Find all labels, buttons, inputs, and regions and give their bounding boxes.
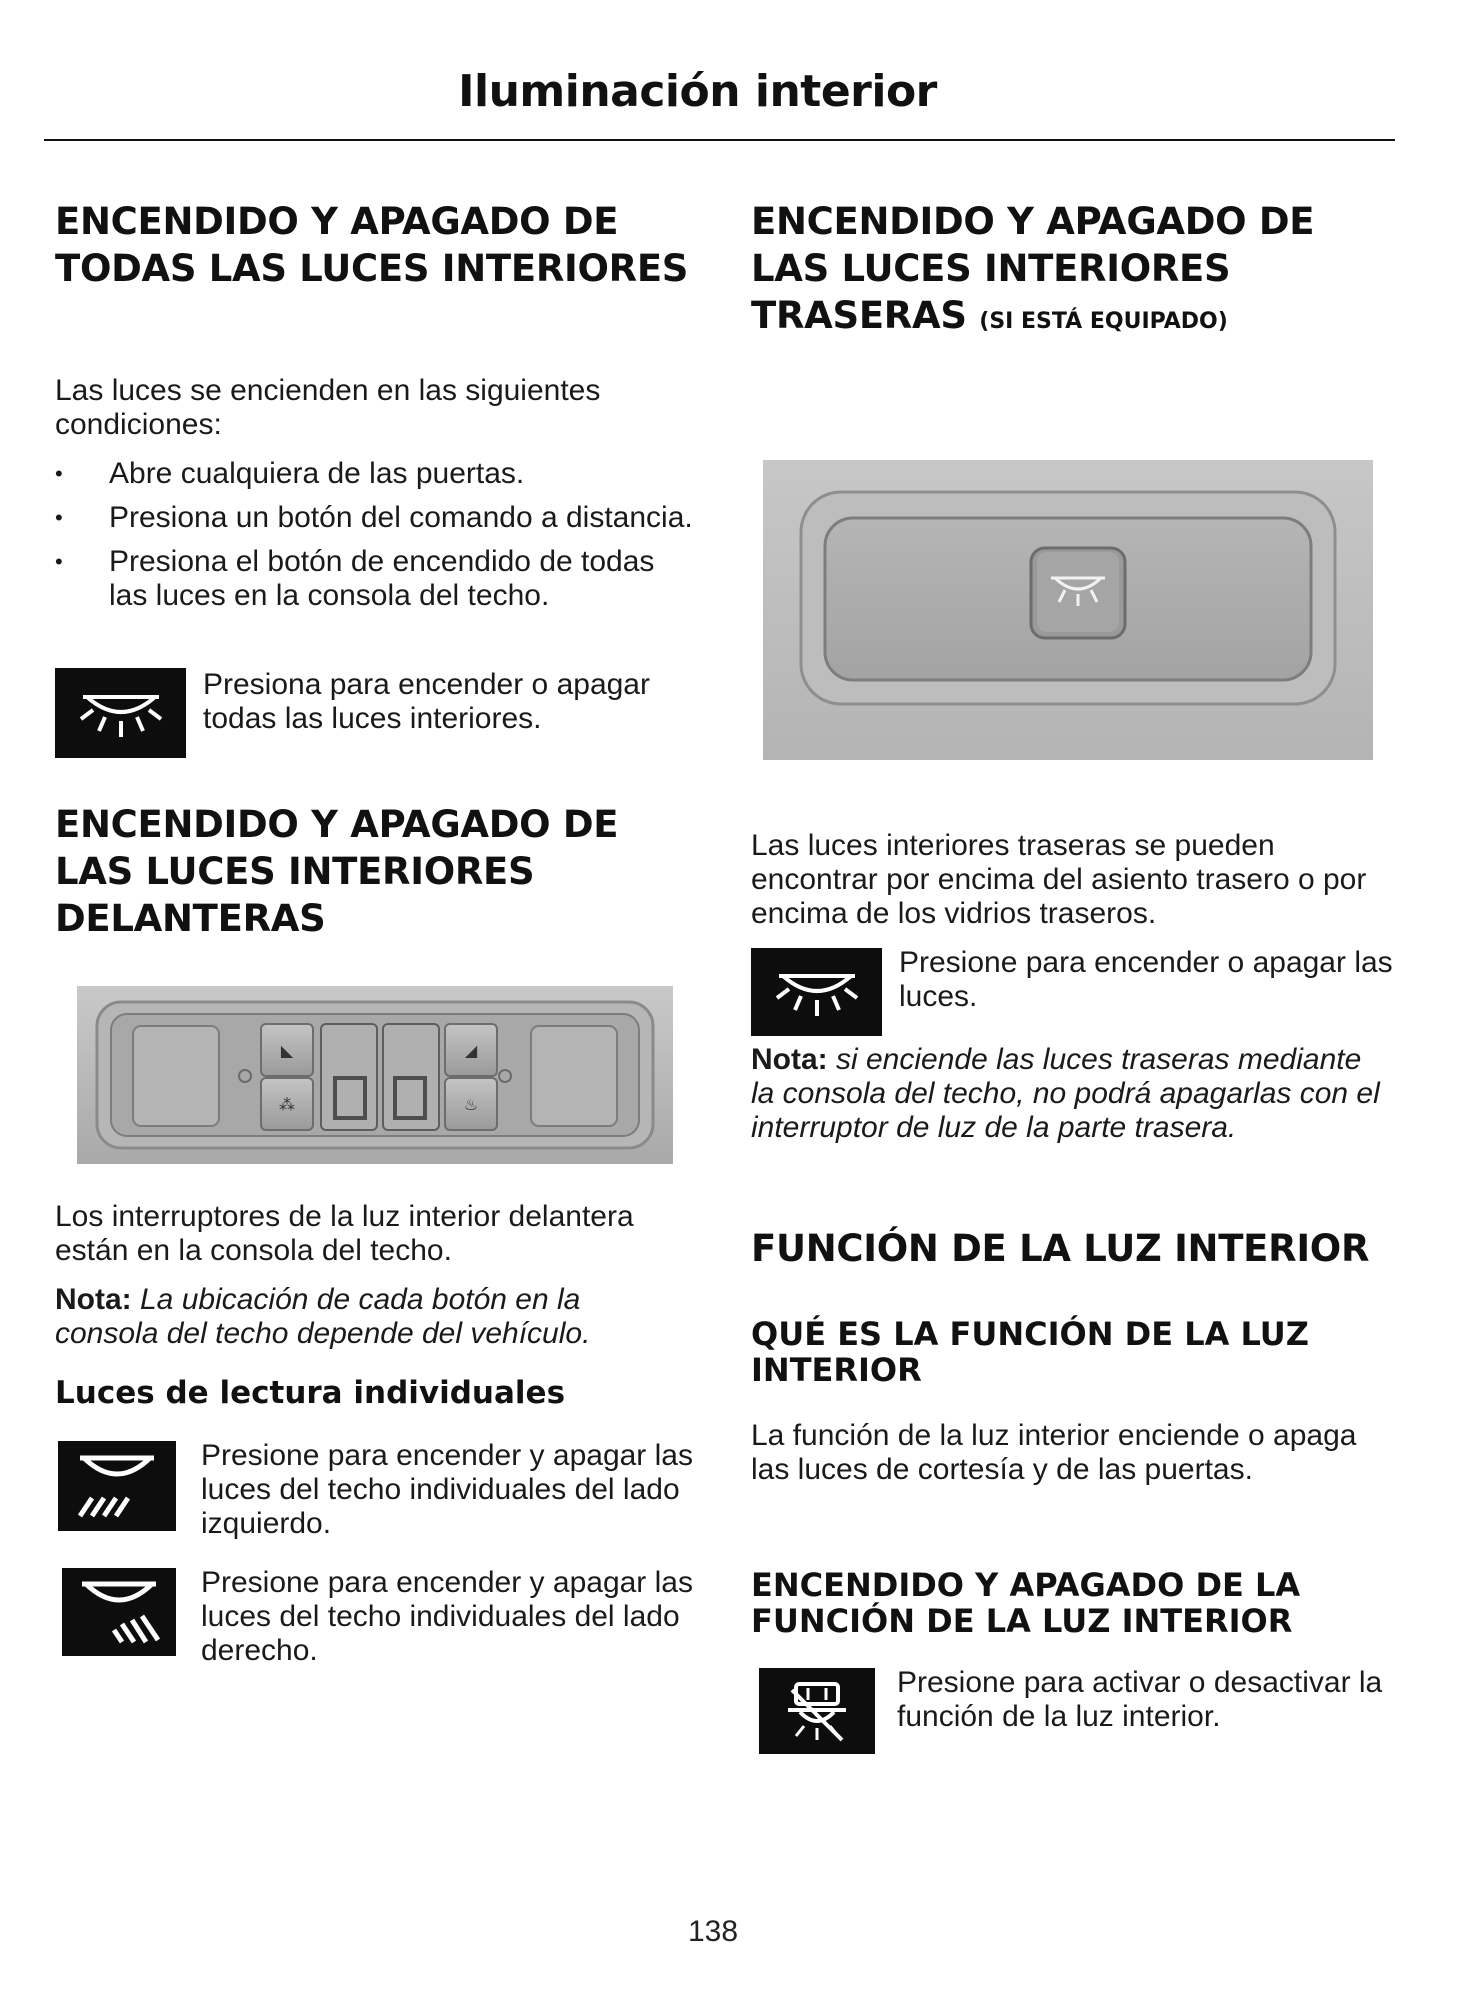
svg-text:♨: ♨: [463, 1095, 479, 1114]
all-lights-icon-text: Presiona para encender o apagar todas las luces interiores.: [203, 668, 650, 735]
page-number: 138: [687, 1915, 739, 1948]
section-heading-rear-lights: [751, 198, 1391, 345]
reading-lights-subheading: Luces de lectura individuales: [55, 1375, 566, 1411]
note-label: Nota:: [55, 1283, 132, 1316]
front-lights-note: [55, 1283, 685, 1351]
section-heading-light-function: FUNCIÓN DE LA LUZ INTERIOR: [751, 1227, 1370, 1270]
rear-lights-heading-text: ENCENDIDO Y APAGADO DE LAS LUCES INTERIORES TRASERAS: [751, 200, 1315, 337]
function-description: La función de la luz interior enciende o apaga las luces de cortesía y de las puertas.: [751, 1419, 1357, 1486]
right-reading-light-row: [55, 1568, 695, 1668]
rear-lights-note: [751, 1043, 1381, 1145]
left-reading-light-text: Presione para encender y apagar las luces del techo individuales del lado izquierdo.: [201, 1439, 693, 1540]
conditions-list: [55, 457, 695, 623]
page-title: Iluminación interior: [458, 66, 937, 117]
front-lights-text: Los interruptores de la luz interior delantera están en la consola del techo.: [55, 1200, 634, 1267]
list-item: • Abre cualquiera de las puertas.: [55, 457, 695, 491]
svg-text:⁂: ⁂: [279, 1095, 295, 1114]
rear-light-console-photo: [763, 460, 1373, 760]
section-heading-front-lights: ENCENDIDO Y APAGADO DE LAS LUCES INTERIORES DELANTERAS: [55, 803, 619, 940]
all-lights-icon-row: [55, 668, 695, 758]
subheading-toggle-function: ENCENDIDO Y APAGADO DE LA FUNCIÓN DE LA LUZ INTERIOR: [751, 1566, 1301, 1640]
dome-light-icon: [751, 948, 882, 1036]
svg-text:◢: ◢: [464, 1041, 478, 1060]
front-overhead-console-photo: [77, 986, 673, 1164]
title-divider: [44, 139, 1395, 141]
dome-light-icon: [55, 668, 186, 758]
note-text: si enciende las luces traseras mediante la consola del techo, no podrá apagarlas con el interruptor de luz de la parte trasera.: [751, 1043, 1380, 1144]
light-function-icon-text: Presione para activar o desactivar la función de la luz interior.: [897, 1666, 1383, 1733]
list-item: • Presiona el botón de encendido de todas las luces en la consola del techo.: [55, 545, 695, 613]
note-label: Nota:: [751, 1043, 828, 1076]
rear-lights-text: Las luces interiores traseras se pueden encontrar por encima del asiento trasero o por encima de los vidrios traseros.: [751, 829, 1367, 930]
rear-lights-icon-text: Presione para encender o apagar las luces.: [899, 946, 1393, 1013]
section-heading-all-lights: ENCENDIDO Y APAGADO DE TODAS LAS LUCES INTERIORES: [55, 200, 689, 290]
list-item: • Presiona un botón del comando a distancia.: [55, 501, 695, 535]
light-function-icon-row: [751, 1668, 1391, 1758]
equipped-badge: (SI ESTÁ EQUIPADO): [979, 309, 1228, 334]
intro-text: Las luces se encienden en las siguientes condiciones:: [55, 374, 601, 441]
right-reading-light-text: Presione para encender y apagar las luces del techo individuales del lado derecho.: [201, 1566, 693, 1667]
left-reading-light-row: [55, 1441, 695, 1541]
door-light-function-icon: [759, 1668, 875, 1754]
svg-text:◣: ◣: [280, 1041, 294, 1060]
right-reading-light-icon: [62, 1568, 176, 1656]
left-reading-light-icon: [58, 1441, 176, 1531]
note-text: La ubicación de cada botón en la consola del techo depende del vehículo.: [55, 1283, 591, 1350]
rear-lights-icon-row: [751, 948, 1391, 1038]
subheading-what-is-function: QUÉ ES LA FUNCIÓN DE LA LUZ INTERIOR: [751, 1315, 1309, 1389]
